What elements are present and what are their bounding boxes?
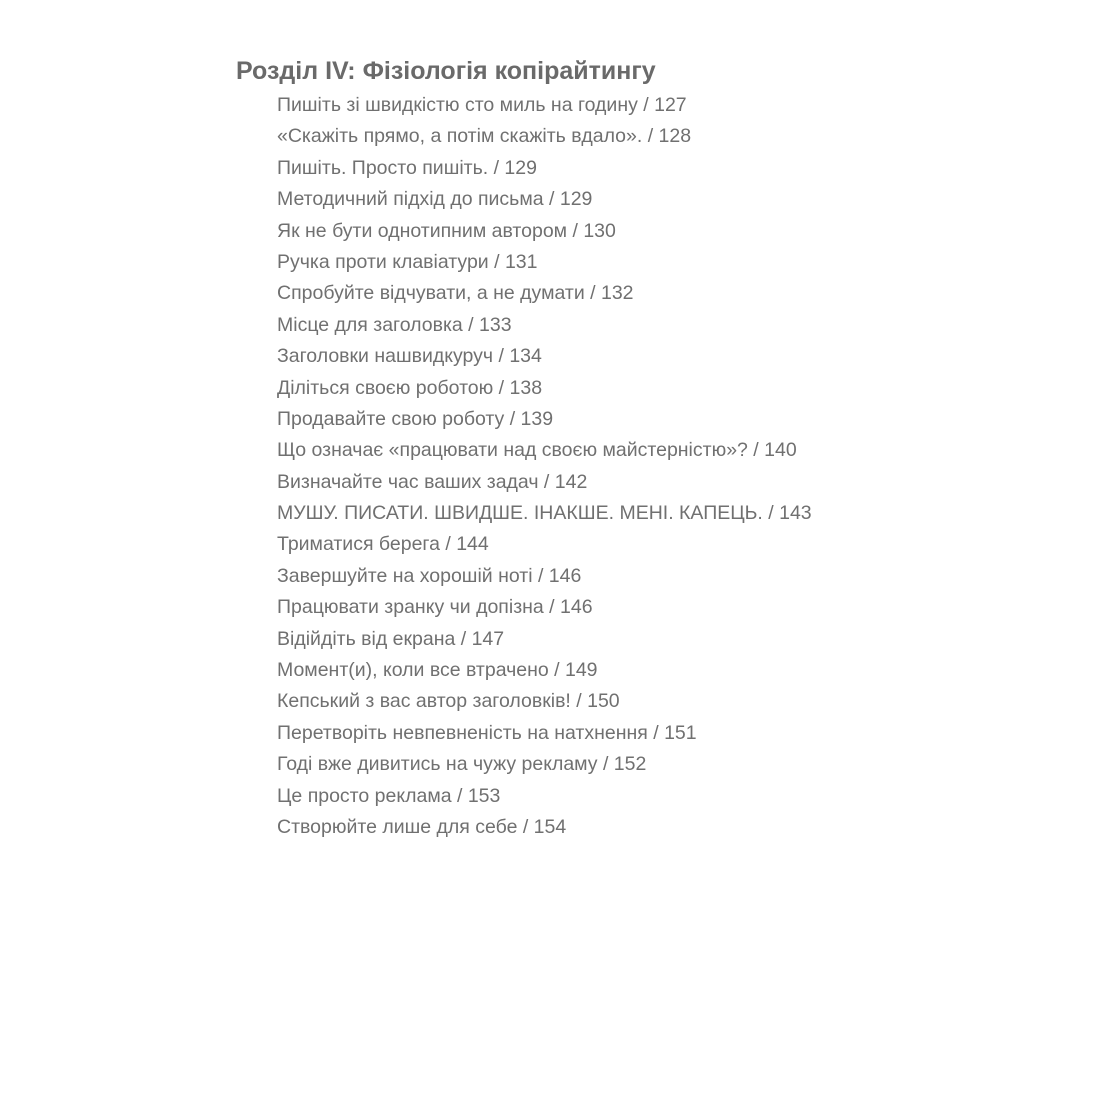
- toc-item: Визначайте час ваших задач / 142: [277, 470, 588, 493]
- section-title: Розділ IV: Фізіологія копірайтингу: [236, 57, 656, 85]
- table-of-contents: [236, 56, 1056, 843]
- toc-item: Місце для заголовка / 133: [277, 313, 512, 336]
- toc-item: Завершуйте на хорошій ноті / 146: [277, 564, 582, 587]
- toc-item: Відійдіть від екрана / 147: [277, 627, 505, 650]
- toc-item: Годі вже дивитись на чужу рекламу / 152: [277, 753, 647, 776]
- toc-item: Методичний підхід до письма / 129: [277, 188, 593, 211]
- toc-item: Пишіть. Просто пишіть. / 129: [277, 156, 537, 179]
- toc-item: «Скажіть прямо, а потім скажіть вдало». / 128: [277, 125, 692, 148]
- toc-item: Момент(и), коли все втрачено / 149: [277, 659, 598, 682]
- toc-item: Триматися берега / 144: [277, 533, 489, 556]
- toc-item: Спробуйте відчувати, а не думати / 132: [277, 282, 634, 305]
- toc-item: Це просто реклама / 153: [277, 784, 501, 807]
- toc-list: [236, 90, 1056, 843]
- toc-item: Продавайте свою роботу / 139: [277, 407, 554, 430]
- toc-item: Кепський з вас автор заголовків! / 150: [277, 690, 620, 713]
- toc-item: Перетворіть невпевненість на натхнення / 151: [277, 721, 697, 744]
- toc-item: Діліться своєю роботою / 138: [277, 376, 543, 399]
- toc-item: Ручка проти клавіатури / 131: [277, 250, 538, 273]
- toc-item: Що означає «працювати над своєю майстерністю»? / 140: [277, 439, 797, 462]
- toc-item: Пишіть зі швидкістю сто миль на годину / 127: [277, 94, 687, 116]
- toc-item: Створюйте лише для себе / 154: [277, 815, 567, 838]
- toc-item: Як не бути однотипним автором / 130: [277, 219, 616, 242]
- toc-item: МУШУ. ПИСАТИ. ШВИДШЕ. ІНАКШЕ. МЕНІ. КАПЕЦЬ. / 143: [277, 502, 812, 525]
- toc-item: Працювати зранку чи допізна / 146: [277, 596, 593, 619]
- toc-item: Заголовки нашвидкуруч / 134: [277, 345, 542, 368]
